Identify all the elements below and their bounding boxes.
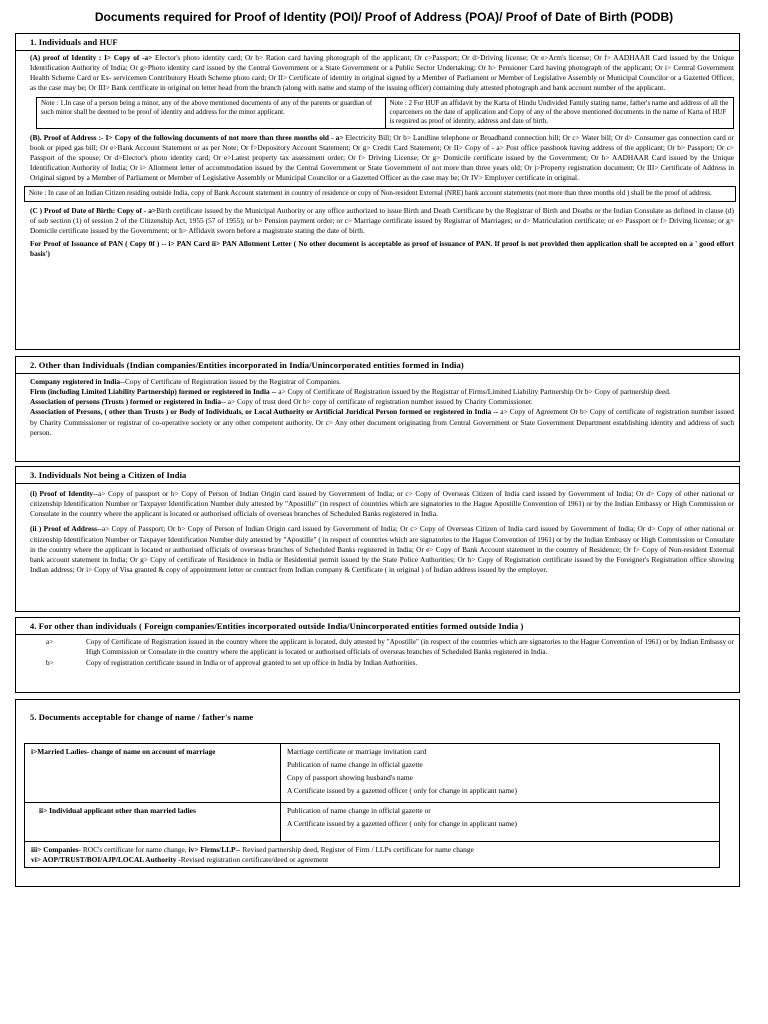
firms-text: -- Revised partnership deed, Register of Firm / LLPs certificate for name change xyxy=(235,845,474,854)
companies-firms-line xyxy=(31,845,713,855)
aop-text: -Revised registration certificate/deed or agreement xyxy=(176,854,329,864)
podb-text: Birth certificate issued by the Municipal Authority or any office authorized to issue Birth and Death Certificate by the Registrar of Birth and Deaths or the Indian Consulate as defined in clause (d) of sub section (1) of session 2 of the Citizenship Act, 1955 (57 of 1955); or b> Pension payment order; or c> Marriage certificate issued by Registrar of Marriages; or d> Matriculation certificate; or e> Passport or f> Driving license; or g> Domicile certificate issued by the Government; or h> Affidavit sworn before a magistrate stating the date of birth. xyxy=(30,205,734,236)
table-row xyxy=(25,803,720,842)
list-item xyxy=(30,638,734,657)
companies-label: iii> Companies xyxy=(31,845,79,854)
section-5-heading: 5. Documents acceptable for change of name / father's name xyxy=(30,712,254,722)
individual-applicant-docs xyxy=(281,803,720,842)
podb-label: (C ) Proof of Date of Birth: Copy of - a> xyxy=(30,205,157,215)
section-individuals-huf xyxy=(15,33,740,350)
foreign-docs-list xyxy=(30,638,734,669)
section-3-heading: 3. Individuals Not being a Citizen of India xyxy=(30,470,187,480)
section-2-heading: 2. Other than Individuals (Indian companies/Entities incorporated in India/Unincorporated entities formed in India) xyxy=(30,360,464,370)
poa-paragraph xyxy=(30,133,734,184)
aop-other-paragraph xyxy=(30,407,734,437)
item-text: Copy of Certificate of Registration issued in the country where the applicant is located, duly attested by "Apostille" (in respect of the countries which are signatories to the Hague Convention of 1961) or by Indian Embassy or High Commission or Consulate in the country where the applicant is located or authorised officials of overseas branches of Scheduled Banks registered in India. xyxy=(86,638,734,656)
poi-text: Elector's photo identity card; Or b> Ration card having photograph of the applicant; Or c>Passport; Or d>Driving license; Or e>Arm's license; Or f> AADHAAR Card issued by the Unique Identification Authority of India; Or g>Photo identity card issued by the Central Government or a State Government or a Public Sector Undertaking; Or h> Pensioner Card having photograph of the applicant; Or i> Central Government Health Scheme Card or Ex- servicemen Contributory Heath Scheme photo card; Or II> Certificate of identity in original signed by a Member of Parliament or Member of Legislative Assembly or Municipal Councilor or a Gazetted Officer, as the case may be; Or III> Bank certificate in original on letter head from the branch (along with name and stamp of the issuing officer) containing duly attested photograph and bank account number of the applicant. xyxy=(30,53,734,93)
aop-other-text: a> Copy of Agreement Or b> Copy of certificate of registration number issued by Charity Commissioner or registrar of co-operative society or any other competent authority. Or c> Any other document originating from Central Government or State Government Department establishing identity and address of such person. xyxy=(30,407,734,437)
nri-poi-text: --a> Copy of passport or b> Copy of Person of Indian Origin card issued by Government of India; or c> Copy of Overseas Citizen of India card issued by Government of India; Or d> Copy of other national or citizenship Identification Number or Taxpayer Identification Number duly attested by "Apostille" (in respect of countries which are signatories to the Hague Apostille Convention of 1961) or by the Indian Embassy or High Commission or Consulate in the country where the applicant is located or authorised officials of overseas branches of Scheduled Banks registered in India. xyxy=(30,489,734,519)
section-4-heading: 4. For other than individuals ( Foreign companies/Entities incorporated outside India/Unincorporated entities formed outside India ) xyxy=(30,621,524,631)
item-marker: b> xyxy=(46,659,54,668)
firms-label: iv> Firms/LLP xyxy=(188,845,236,854)
firm-label: Firm (including Limited Liability Partnership) formed or registered in India -- xyxy=(30,387,277,397)
married-ladies-label: i>Married Ladies- change of name on account of marriage xyxy=(25,744,281,803)
nri-poa-text: --a> Copy of Passport; Or b> Copy of Person of Indian Origin card issued by Government of India; Or c> Copy of Overseas Citizen of India card issued by Government of India; Or d> Copy of other national or citizenship Identification Number or Taxpayer Identification Number duly attested by "Apostille" ( in respect of countries which are signatories to the Hague Convention of 1961) or by the Indian Embassy or High Commission or Consulate in the country where the applicant is located or authorised officials of overseas branches of Scheduled Banks registered in India; Or e> Copy of Bank Account statement in the country of Residence; Or f> Copy of Non-resident External bank account statement in India; Or g> Copy of certificate of Residence in India or Residential permit issued by the State Police Authorities; Or h> Copy of Registration certificate issued by the Foreigner's Registration office showing Indian address; Or i> Copy of Visa granted & copy of appointment letter or contract from Indian company & Certificate ( in original ) of Indian address issued by the employer. xyxy=(30,524,734,574)
section-foreign-entities xyxy=(15,617,740,693)
section-1-heading: 1. Individuals and HUF xyxy=(30,37,118,47)
pan-text: ( No other document is acceptable as proof of issuance of PAN. If proof is not provided then application shall be accepted on a ' good effort basis') xyxy=(30,239,735,259)
list-item: Copy of passport showing husband's name xyxy=(287,773,413,782)
item-text: Copy of registration certificate issued in India or of approval granted to set up office in India by Indian Authorities. xyxy=(86,659,418,668)
aop-label: vi> AOP/TRUST/BOI/AJP/LOCAL Authority xyxy=(31,854,177,864)
note-minor: Note : 1.In case of a person being a minor, any of the above mentioned documents of any of the parents or guardian of such minor shall be deemed to be proof of identity and address for the minor applicant. xyxy=(37,97,386,128)
aop-trust-label: Association of persons (Trusts ) formed or registered in India xyxy=(30,397,222,407)
companies-text: - ROC's certificate for name change, xyxy=(78,845,187,854)
nri-poa-label: (ii ) Proof of Address xyxy=(30,524,97,534)
pan-paragraph xyxy=(30,239,734,259)
firm-paragraph xyxy=(30,387,734,397)
nri-poi-label: (i) Proof of Identity xyxy=(30,489,94,498)
firm-text: a> Copy of Certificate of Registration issued by the Registrar of Firms/Limited Liability Partnership Or b> Copy of partnership deed. xyxy=(276,387,671,397)
poi-paragraph xyxy=(30,53,734,94)
list-item xyxy=(30,659,734,669)
list-item: Marriage certificate or marriage invitation card xyxy=(287,747,427,756)
page-title: Documents required for Proof of Identity (POI)/ Proof of Address (POA)/ Proof of Date of Birth (PODB) xyxy=(94,10,674,24)
company-label: Company registered in India xyxy=(30,377,121,386)
nri-poa-paragraph xyxy=(30,524,734,575)
podb-paragraph xyxy=(30,206,734,236)
list-item: Publication of name change in official gazette or xyxy=(287,806,431,815)
section-non-citizens xyxy=(15,466,740,612)
list-item: A Certificate issued by a gazetted officer ( only for change in applicant name) xyxy=(287,819,517,828)
aop-trust-paragraph xyxy=(30,397,734,407)
notes-table xyxy=(36,97,734,129)
table-row xyxy=(25,744,720,803)
poa-text: Electricity Bill; Or b> Landline telephone or Broadband connection bill; Or c> Water bill; Or d> Consumer gas connection card or book or piped gas bill; Or e>Bank Account Statement or as per Note; Or f>Depository Account Statement; Or g> Credit Card Statement; Or II> Copy of - a> Post office passbook having address of the applicant; Or b> Passport; Or c> Passport of the spouse; Or d>Elector's photo identity card; Or e>Latest property tax assessment order; Or f> Driving License; Or g> Domicile certificate issued by the Government; Or h> AADHAAR Card issued by the Unique Identification Authority of India; Or i> Allotment letter of accommodation issued by the Central Government or State Government of not more than three years old; Or j>Property registration document; Or III> Certificate of Address in Original signed by a Member of Parliament or Member of Legislative Assembly or Municipal Councilor or a Gazetted Officer as the case may be; Or IV> Employer certificate in original. xyxy=(30,132,734,183)
entities-name-change xyxy=(24,842,720,868)
company-paragraph xyxy=(30,377,734,387)
married-ladies-docs xyxy=(281,744,720,803)
name-change-table xyxy=(24,743,720,842)
individual-applicant-label: ii> Individual applicant other than married ladies xyxy=(25,803,281,842)
item-marker: a> xyxy=(46,638,54,646)
aop-line xyxy=(31,855,713,865)
aop-trust-text: -- a> Copy of trust deed Or b> copy of certificate of registration number issued by Charity Commissioner. xyxy=(221,397,533,407)
poa-label: (B). Proof of Address :- I> Copy of the following documents of not more than three months old - a> xyxy=(30,132,344,142)
aop-other-label: Association of Persons, ( other than Trusts ) or Body of Individuals, or Local Authority or Artificial Juridical Person formed or registered in India -- xyxy=(30,407,499,417)
list-item: Publication of name change in official gazette xyxy=(287,760,423,769)
pan-label: For Proof of Issuance of PAN ( Copy 0f ) -- i> PAN Card ii> PAN Allotment Letter xyxy=(30,239,292,249)
note-nri-address: Note : In case of an Indian Citizen residing outside India, copy of Bank Account statement in country of residence or copy of Non-resident External (NRE) bank account statements (not more than three months old ) shall be the proof of address. xyxy=(24,186,736,201)
list-item: A Certificate issued by a gazetted officer ( only for change in applicant name) xyxy=(287,786,517,795)
nri-poi-paragraph xyxy=(30,489,734,519)
section-change-of-name xyxy=(15,699,740,887)
poi-label: (A) proof of Identity : I> Copy of -a> xyxy=(30,53,153,62)
section-other-than-individuals xyxy=(15,356,740,462)
note-huf: Note : 2 For HUF an affidavit by the Karta of Hindu Undivided Family stating name, father's name and address of all the coparceners on the date of application and Copy of any of the above mentioned documents in the name of Karta of HUF is required as proof of identity, address and date of birth. xyxy=(385,97,734,128)
company-text: --Copy of Certificate of Registration issued by the Registrar of Companies. xyxy=(120,377,341,386)
